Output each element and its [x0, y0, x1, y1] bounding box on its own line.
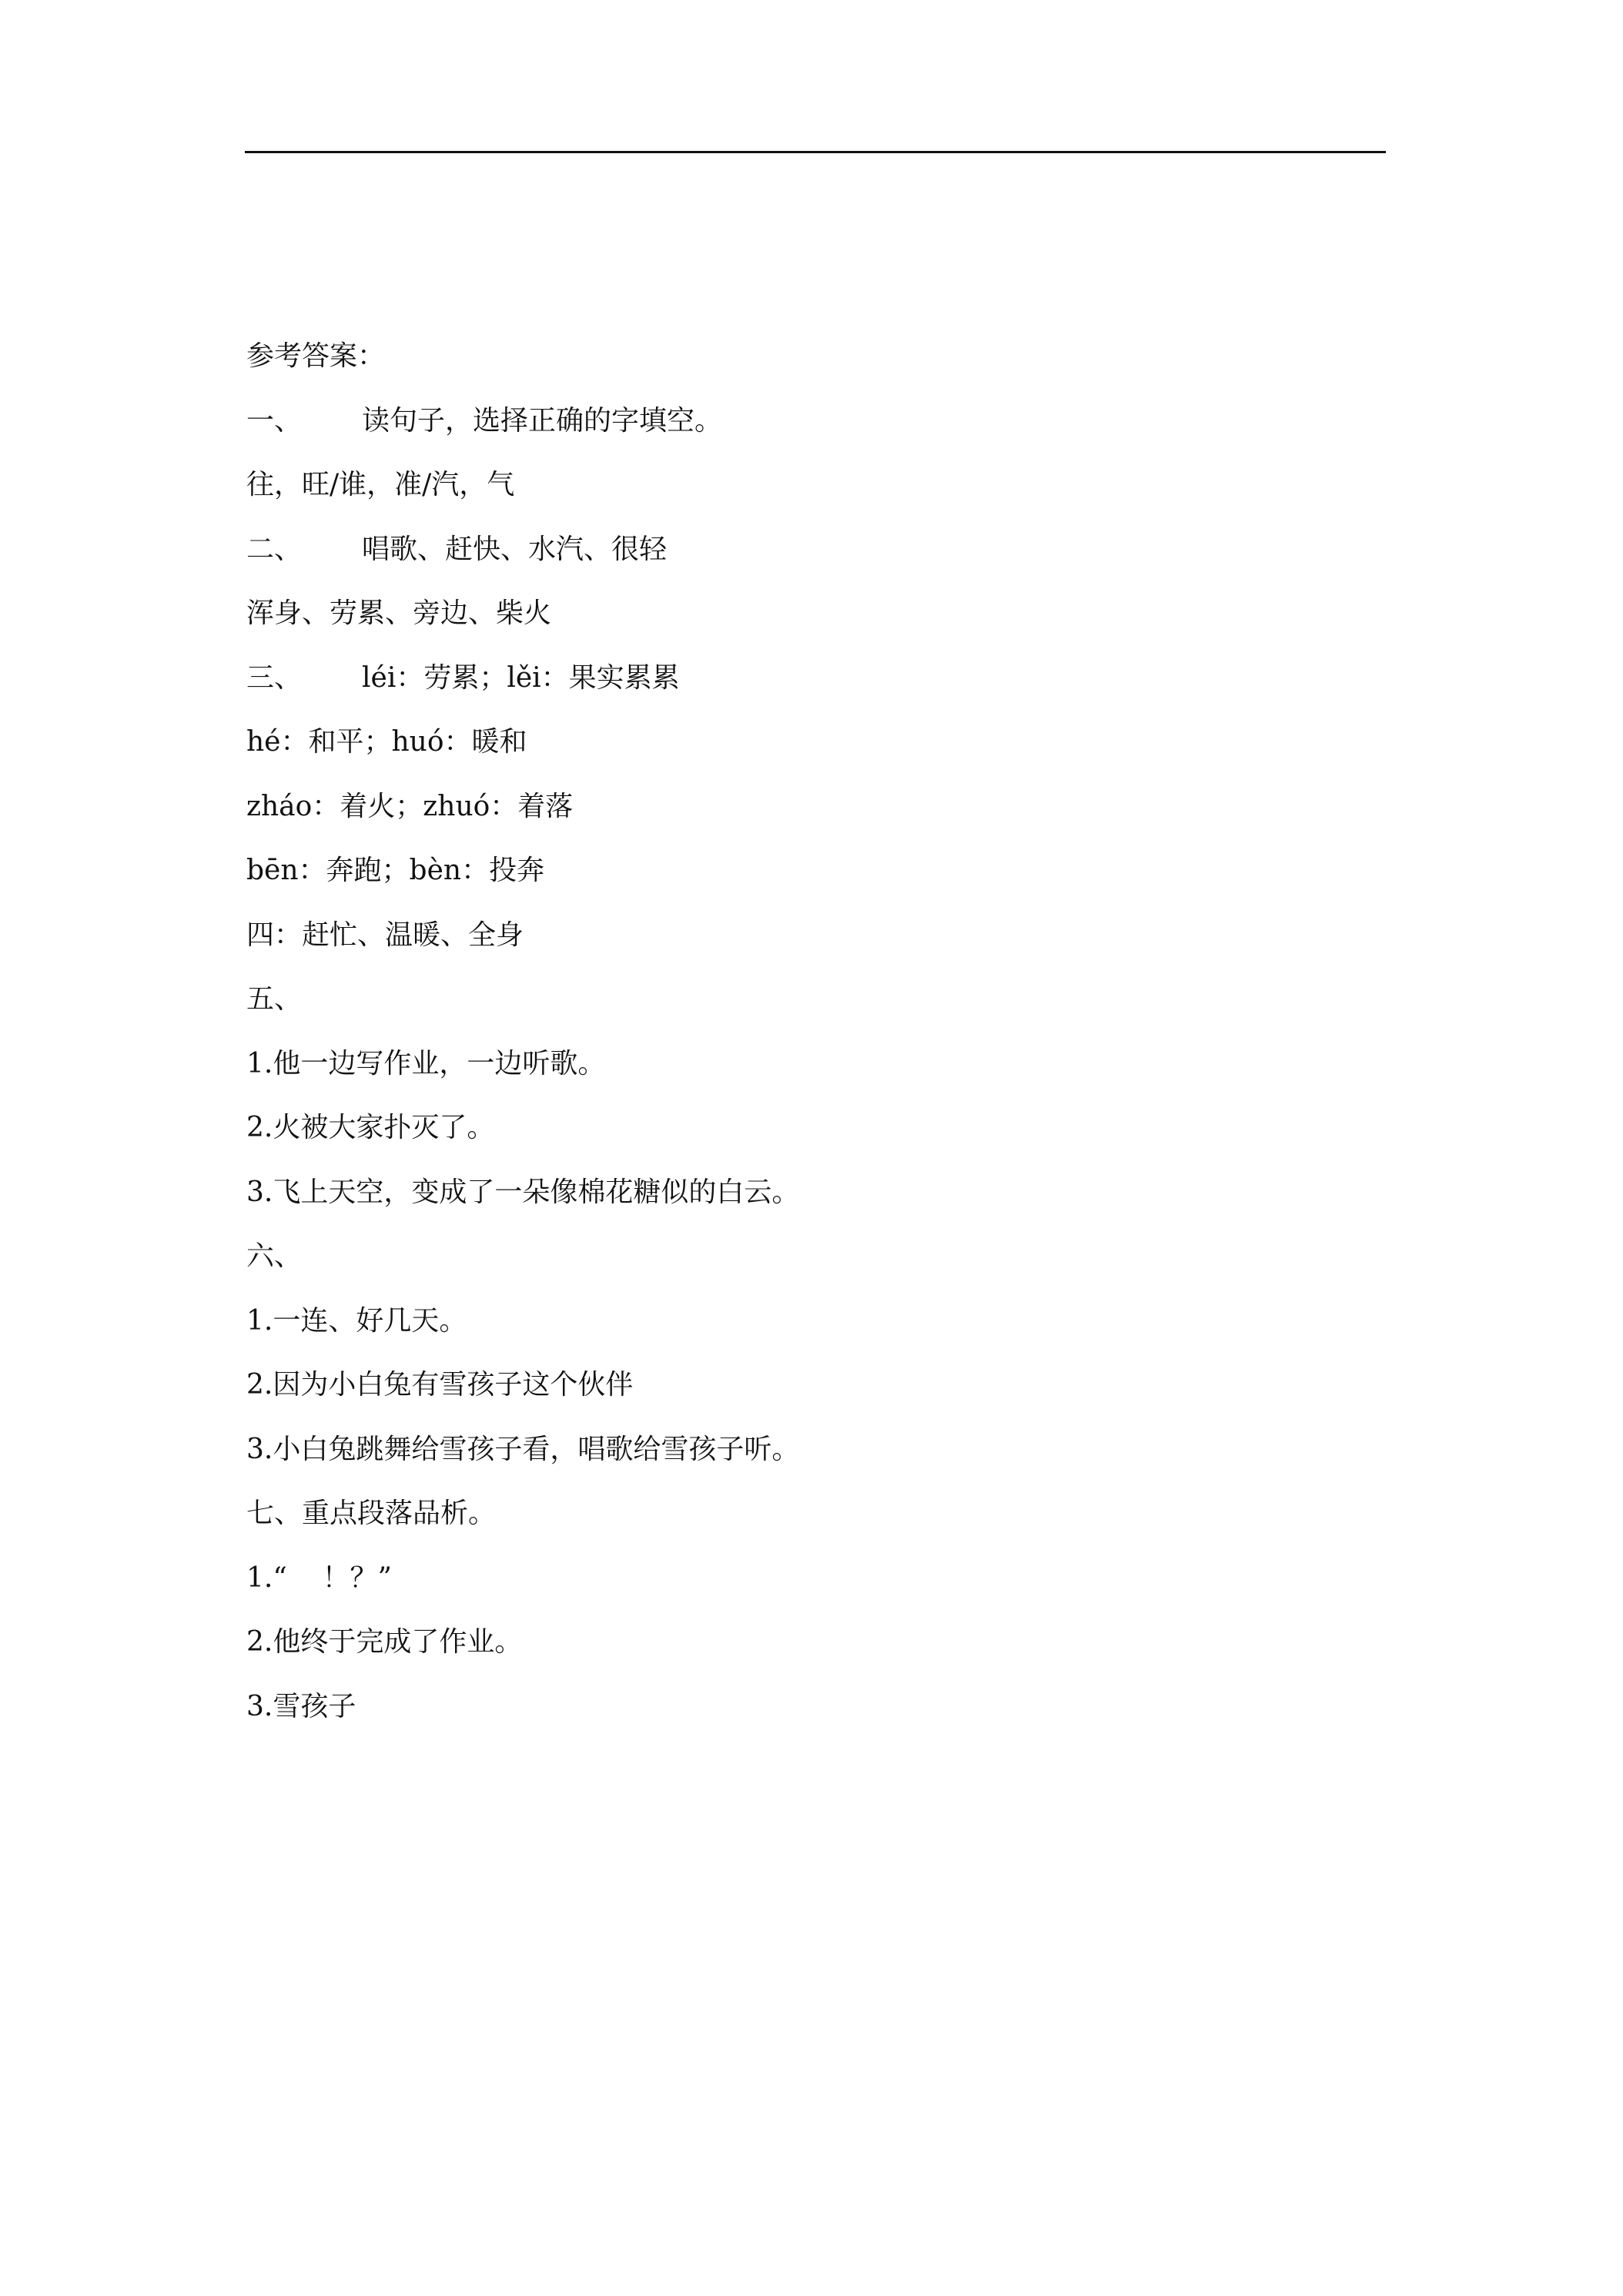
section-6-heading: 六、 [246, 1240, 303, 1272]
section-3-ben: bēn：奔跑；bèn：投奔 [246, 855, 545, 886]
header-rule [245, 151, 1386, 153]
section-2-answer-2: 浑身、劳累、旁边、柴火 [246, 597, 552, 629]
section-1-number: 一、 [246, 404, 303, 437]
section-6-item-3: 3.小白兔跳舞给雪孩子看，唱歌给雪孩子听。 [246, 1433, 800, 1465]
section-1-answer: 往，旺/谁，准/汽，气 [246, 469, 515, 500]
section-6-item-1: 1.一连、好几天。 [246, 1304, 467, 1337]
section-7-item-3: 3.雪孩子 [246, 1690, 356, 1722]
section-3 [246, 659, 1370, 724]
section-5-item-1: 1.他一边写作业，一边听歌。 [246, 1047, 606, 1079]
section-5-item-3: 3.飞上天空，变成了一朵像棉花糖似的白云。 [246, 1176, 800, 1208]
section-7-item-1: 1.“ ！？” [246, 1561, 392, 1594]
answer-content [246, 337, 1370, 1752]
section-5-heading: 五、 [246, 983, 303, 1015]
section-7-item-2: 2.他终于完成了作业。 [246, 1626, 523, 1658]
section-1 [246, 402, 1370, 467]
section-6-item-2: 2.因为小白兔有雪孩子这个伙伴 [246, 1369, 634, 1401]
section-3-he: hé：和平；huó：暖和 [246, 726, 527, 758]
section-3-text: léi：劳累；lěi：果实累累 [362, 661, 680, 694]
section-2 [246, 530, 1370, 595]
section-4: 四：赶忙、温暖、全身 [246, 919, 524, 951]
answer-title: 参考答案： [246, 340, 386, 372]
section-3-number: 三、 [246, 661, 303, 694]
section-3-zhao: zháo：着火；zhuó：着落 [246, 790, 574, 822]
section-2-text: 唱歌、赶快、水汽、很轻 [362, 533, 668, 565]
section-1-text: 读句子，选择正确的字填空。 [362, 404, 723, 437]
section-7-heading: 七、重点段落品析。 [246, 1498, 497, 1529]
section-5-item-2: 2.火被大家扑灭了。 [246, 1112, 495, 1143]
section-2-number: 二、 [246, 533, 303, 565]
